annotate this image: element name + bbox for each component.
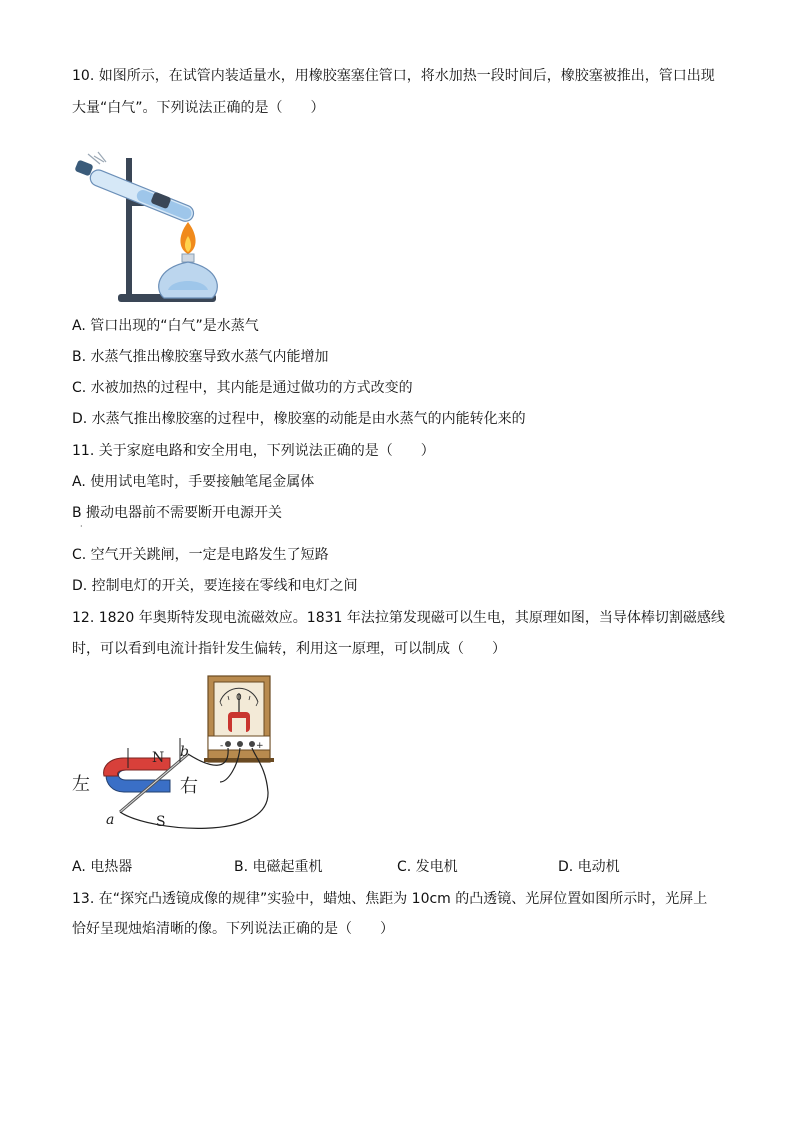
- q12-stem-line2: 时，可以看到电流计指针发生偏转，利用这一原理，可以制成（ ）: [72, 641, 506, 657]
- q10-option-d: D. 水蒸气推出橡胶塞的过程中，橡胶塞的动能是由水蒸气的内能转化来的: [72, 411, 526, 427]
- q13-stem-line1: 13. 在“探究凸透镜成像的规律”实验中，蜡烛、焦距为 10cm 的凸透镜、光屏位置如图所示时，光屏上: [72, 891, 708, 907]
- q10-stem-line2: 大量“白气”。下列说法正确的是（ ）: [72, 100, 325, 116]
- stray-dot: ·: [80, 522, 83, 531]
- meter-zero-label: 0: [236, 693, 242, 703]
- terminal-mid: [237, 741, 243, 747]
- test-tube: [88, 168, 196, 224]
- q11-option-a: A. 使用试电笔时，手要接触笔尾金属体: [72, 474, 315, 490]
- q10-option-c: C. 水被加热的过程中，其内能是通过做功的方式改变的: [72, 380, 413, 396]
- q11-stem: 11. 关于家庭电路和安全用电，下列说法正确的是（ ）: [72, 443, 435, 459]
- q11-option-c: C. 空气开关跳闸，一定是电路发生了短路: [72, 547, 329, 563]
- label-right: 右: [180, 776, 198, 797]
- stand-rod: [126, 158, 132, 298]
- q10-option-a: A. 管口出现的“白气”是水蒸气: [72, 318, 259, 334]
- label-left: 左: [72, 774, 90, 795]
- q11-option-d: D. 控制电灯的开关，要连接在零线和电灯之间: [72, 578, 358, 594]
- label-b: b: [180, 744, 189, 760]
- q10-option-b: B. 水蒸气推出橡胶塞导致水蒸气内能增加: [72, 349, 329, 365]
- label-a: a: [106, 812, 115, 828]
- q12-option-b: B. 电磁起重机: [234, 859, 323, 875]
- steam-lines: [88, 152, 106, 164]
- q12-option-a: A. 电热器: [72, 859, 133, 875]
- meter-plus-label: +: [256, 741, 264, 751]
- meter-minus-label: -: [220, 741, 224, 751]
- terminal-plus: [249, 741, 255, 747]
- label-north: N: [152, 750, 165, 766]
- q11-option-b: B 搬动电器前不需要断开电源开关: [72, 505, 283, 521]
- q12-stem-line1: 12. 1820 年奥斯特发现电流磁效应。1831 年法拉第发现磁可以生电，其原理如图，当导体棒切割磁感线: [72, 610, 725, 626]
- q13-stem-line2: 恰好呈现烛焰清晰的像。下列说法正确的是（ ）: [72, 921, 394, 937]
- q10-figure-heating-test-tube: [68, 150, 218, 310]
- terminal-minus: [225, 741, 231, 747]
- alcohol-lamp: [159, 262, 218, 298]
- q10-stem-line1: 10. 如图所示，在试管内装适量水，用橡胶塞塞住管口，将水加热一段时间后，橡胶塞被推出，管口出现: [72, 68, 715, 84]
- q12-option-d: D. 电动机: [558, 859, 620, 875]
- label-south: S: [156, 814, 166, 830]
- q12-figure-electromagnetic-induction: [70, 672, 290, 837]
- q12-option-c: C. 发电机: [397, 859, 458, 875]
